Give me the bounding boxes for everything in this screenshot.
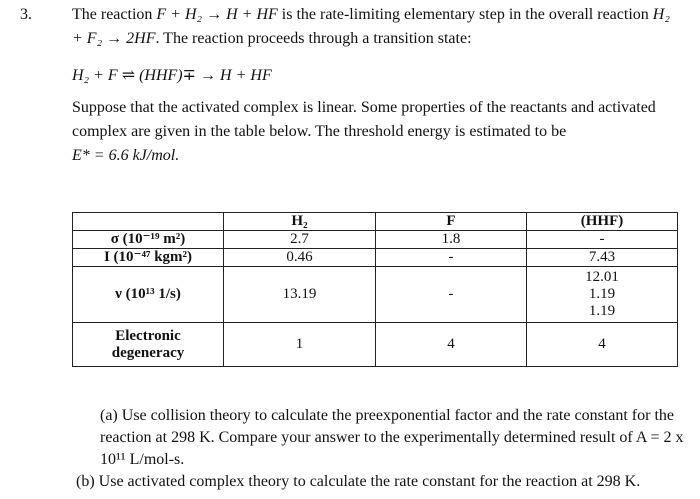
intro-text-3: . The reaction proceeds through a transition state: <box>155 30 472 47</box>
cell-sigma-h2: 2.7 <box>224 231 376 249</box>
table-header-row <box>73 213 678 231</box>
intro-paragraph <box>72 3 684 51</box>
properties-table <box>72 212 678 367</box>
question-a: (a) Use collision theory to calculate the preexponential factor and the rate constant for the reaction at 298 K. Compare your answer to the experimentally determined result of A = 2 x 10¹¹ L/mol-s. <box>100 407 684 468</box>
degeneracy-label-2: degeneracy <box>111 344 185 361</box>
cell-inertia-f: - <box>376 249 527 267</box>
cell-inertia-h2: 0.46 <box>224 249 376 267</box>
table-row <box>73 231 678 249</box>
frequency-hhf-1: 12.01 <box>585 269 619 285</box>
table-header-hhf: (HHF) <box>527 213 678 231</box>
cell-frequency-hhf <box>527 267 678 323</box>
overall-reaction: H₂ + F₂ → 2HF <box>72 6 670 47</box>
problem-number: 3. <box>20 6 32 23</box>
intro-text-2: is the rate-limiting elementary step in the overall reaction <box>277 6 653 23</box>
assumption-paragraph <box>72 96 684 168</box>
table-header-empty <box>73 213 224 231</box>
table-row <box>73 267 678 323</box>
row-label-sigma: σ (10⁻¹⁹ m²) <box>73 231 224 249</box>
cell-sigma-f: 1.8 <box>376 231 527 249</box>
row-label-inertia: I (10⁻⁴⁷ kgm²) <box>73 249 224 267</box>
table-row <box>73 249 678 267</box>
elementary-reaction: F + H₂ → H + HF <box>156 6 278 23</box>
table-header-f: F <box>376 213 527 231</box>
cell-frequency-h2: 13.19 <box>224 267 376 323</box>
transition-state-equation: H₂ + F ⇌ (HHF)∓ → H + HF <box>72 67 272 84</box>
frequency-hhf-3: 1.19 <box>588 303 616 319</box>
threshold-energy: E* = 6.6 kJ/mol. <box>72 147 180 164</box>
cell-frequency-f: - <box>376 267 527 323</box>
cell-degeneracy-f: 4 <box>376 323 527 367</box>
row-label-degeneracy <box>73 323 224 367</box>
cell-sigma-hhf: - <box>527 231 678 249</box>
assumption-text: Suppose that the activated complex is linear. Some properties of the reactants and activated complex are given in the table below. The threshold energy is estimated to be <box>72 99 656 140</box>
row-label-frequency: ν (10¹³ 1/s) <box>73 267 224 323</box>
cell-inertia-hhf: 7.43 <box>527 249 678 267</box>
cell-degeneracy-h2: 1 <box>224 323 376 367</box>
frequency-hhf-2: 1.19 <box>588 286 616 302</box>
intro-text-1: The reaction <box>72 6 157 23</box>
cell-degeneracy-hhf: 4 <box>527 323 678 367</box>
table-row <box>73 323 678 367</box>
question-b: (b) Use activated complex theory to calculate the rate constant for the reaction at 298 K. <box>76 473 641 490</box>
table-header-h2: H₂ <box>224 213 376 231</box>
degeneracy-label-1: Electronic <box>115 327 181 344</box>
